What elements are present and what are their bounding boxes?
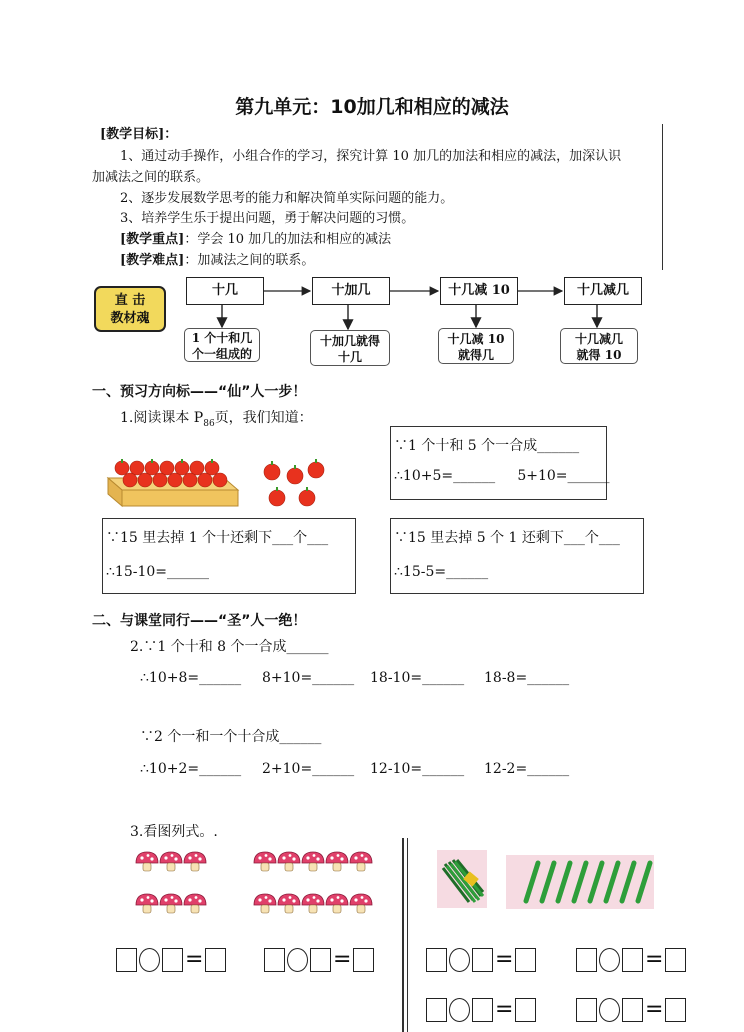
- objective-3: 3、培养学生乐于提出问题，勇于解决问题的习惯。: [120, 211, 415, 226]
- answer-box[interactable]: [576, 948, 597, 972]
- flow-note-3-line-1: 十几减 10: [447, 332, 505, 346]
- flow-box-3: 十几减 10: [440, 277, 518, 305]
- page-title: 第九单元：10加几和相应的减法: [235, 96, 509, 118]
- difficult-point-label: [教学难点]: [120, 253, 185, 268]
- equation-1: [116, 948, 226, 972]
- equation-3: [426, 948, 536, 972]
- question-2-row-2-c: 12-10=______: [370, 761, 465, 777]
- answer-box[interactable]: [665, 948, 686, 972]
- operator-circle[interactable]: [449, 948, 470, 972]
- section-1-heading: 一、预习方向标——“仙”人一步！: [92, 384, 307, 400]
- box-c-line-2: ∴15-5=______: [394, 564, 489, 580]
- flow-note-4-line-1: 十几减几: [574, 332, 623, 346]
- flow-note-2: [310, 330, 390, 366]
- key-point-label: [教学重点]: [120, 232, 185, 247]
- operator-circle[interactable]: [599, 998, 620, 1022]
- question-2-row-2-b: 2+10=______: [262, 761, 355, 777]
- flow-box-1: 十几: [186, 277, 264, 305]
- box-b-line-2: ∴15-10=______: [106, 564, 209, 580]
- flow-note-2-line-2: 十几: [337, 350, 362, 364]
- question-1-tail: 页，我们知道：: [214, 410, 313, 426]
- answer-box[interactable]: [515, 948, 536, 972]
- answer-box[interactable]: [205, 948, 226, 972]
- equation-5: [426, 998, 536, 1022]
- flow-note-2-line-1: 十加几就得: [319, 334, 380, 348]
- flow-box-4: 十几减几: [564, 277, 642, 305]
- answer-box[interactable]: [622, 948, 643, 972]
- question-2-line-3: ∵2 个一和一个十合成______: [140, 729, 322, 745]
- answer-box[interactable]: [426, 948, 447, 972]
- equals-sign: =: [645, 947, 664, 972]
- equals-sign: =: [495, 947, 514, 972]
- five-apples-image: [262, 458, 328, 510]
- box-c-line-1: ∵15 里去掉 5 个 1 还剩下___个___: [394, 530, 620, 546]
- flow-note-1-line-1: 1 个十和几: [191, 331, 253, 345]
- equation-2: [264, 948, 374, 972]
- equals-sign: =: [185, 947, 204, 972]
- operator-circle[interactable]: [449, 998, 470, 1022]
- answer-box[interactable]: [622, 998, 643, 1022]
- difficult-point-text: ：加减法之间的联系。: [184, 253, 315, 268]
- operator-circle[interactable]: [287, 948, 308, 972]
- answer-box[interactable]: [426, 998, 447, 1022]
- equals-sign: =: [645, 997, 664, 1022]
- flow-note-3-line-2: 就得几: [457, 348, 494, 362]
- question-1-page: 86: [203, 418, 215, 429]
- flow-box-2: 十加几: [312, 277, 390, 305]
- objective-1-line-2: 加减法之间的联系。: [92, 170, 210, 185]
- answer-box[interactable]: [665, 998, 686, 1022]
- badge-line-2: 教材魂: [110, 311, 150, 326]
- objective-2: 2、逐步发展数学思考的能力和解决简单实际问题的能力。: [120, 191, 454, 206]
- answer-box[interactable]: [472, 948, 493, 972]
- stick-bundle-image: [437, 850, 487, 908]
- equation-4: [576, 948, 686, 972]
- flow-note-4-line-2: 就得 10: [576, 348, 622, 362]
- badge-line-1: 直 击: [114, 293, 146, 308]
- flow-arrows: [0, 0, 744, 380]
- answer-box[interactable]: [576, 998, 597, 1022]
- mushrooms-image: [130, 850, 390, 922]
- question-2-row-1-d: 18-8=______: [484, 670, 570, 686]
- question-2-row-1-b: 8+10=______: [262, 670, 355, 686]
- key-point-text: ：学会 10 加几的加法和相应的减法: [184, 232, 392, 247]
- box-a-line-1: ∵1 个十和 5 个一合成______: [394, 438, 580, 454]
- flow-note-1-line-2: 个一组成的: [191, 347, 252, 361]
- answer-box[interactable]: [353, 948, 374, 972]
- question-1: [120, 408, 313, 434]
- single-sticks-image: [506, 855, 654, 909]
- answer-box[interactable]: [264, 948, 285, 972]
- equation-6: [576, 998, 686, 1022]
- question-3: 3.看图列式。.: [130, 824, 218, 840]
- answer-box[interactable]: [162, 948, 183, 972]
- question-2-line-1: 2.∵1 个十和 8 个一合成______: [130, 639, 329, 655]
- answer-box[interactable]: [310, 948, 331, 972]
- box-a-line-2: ∴10+5=______ 5+10=______: [394, 468, 610, 484]
- question-2-row-2-d: 12-2=______: [484, 761, 570, 777]
- flow-note-3: [438, 328, 514, 364]
- objective-1-line-1: 1、通过动手操作，小组合作的学习，探究计算 10 加几的加法和相应的减法，加深认识: [120, 149, 622, 164]
- section-2-heading: 二、与课堂同行——“圣”人一绝！: [92, 613, 307, 629]
- equals-sign: =: [333, 947, 352, 972]
- flow-note-4: [560, 328, 638, 364]
- answer-box[interactable]: [515, 998, 536, 1022]
- column-divider-1: [402, 838, 404, 1032]
- apple-tray-image: [106, 452, 240, 510]
- equals-sign: =: [495, 997, 514, 1022]
- flow-note-1: [184, 328, 260, 362]
- question-1-main: 1.阅读课本 P: [120, 410, 204, 426]
- question-2-row-1-a: ∴10+8=______: [140, 670, 242, 686]
- question-2-row-1-c: 18-10=______: [370, 670, 465, 686]
- box-b-line-1: ∵15 里去掉 1 个十还剩下___个___: [106, 530, 329, 546]
- answer-box[interactable]: [472, 998, 493, 1022]
- question-2-row-2-a: ∴10+2=______: [140, 761, 242, 777]
- operator-circle[interactable]: [139, 948, 160, 972]
- operator-circle[interactable]: [599, 948, 620, 972]
- answer-box[interactable]: [116, 948, 137, 972]
- column-divider-2: [407, 838, 408, 1032]
- objectives-heading: [教学目标]：: [100, 127, 178, 142]
